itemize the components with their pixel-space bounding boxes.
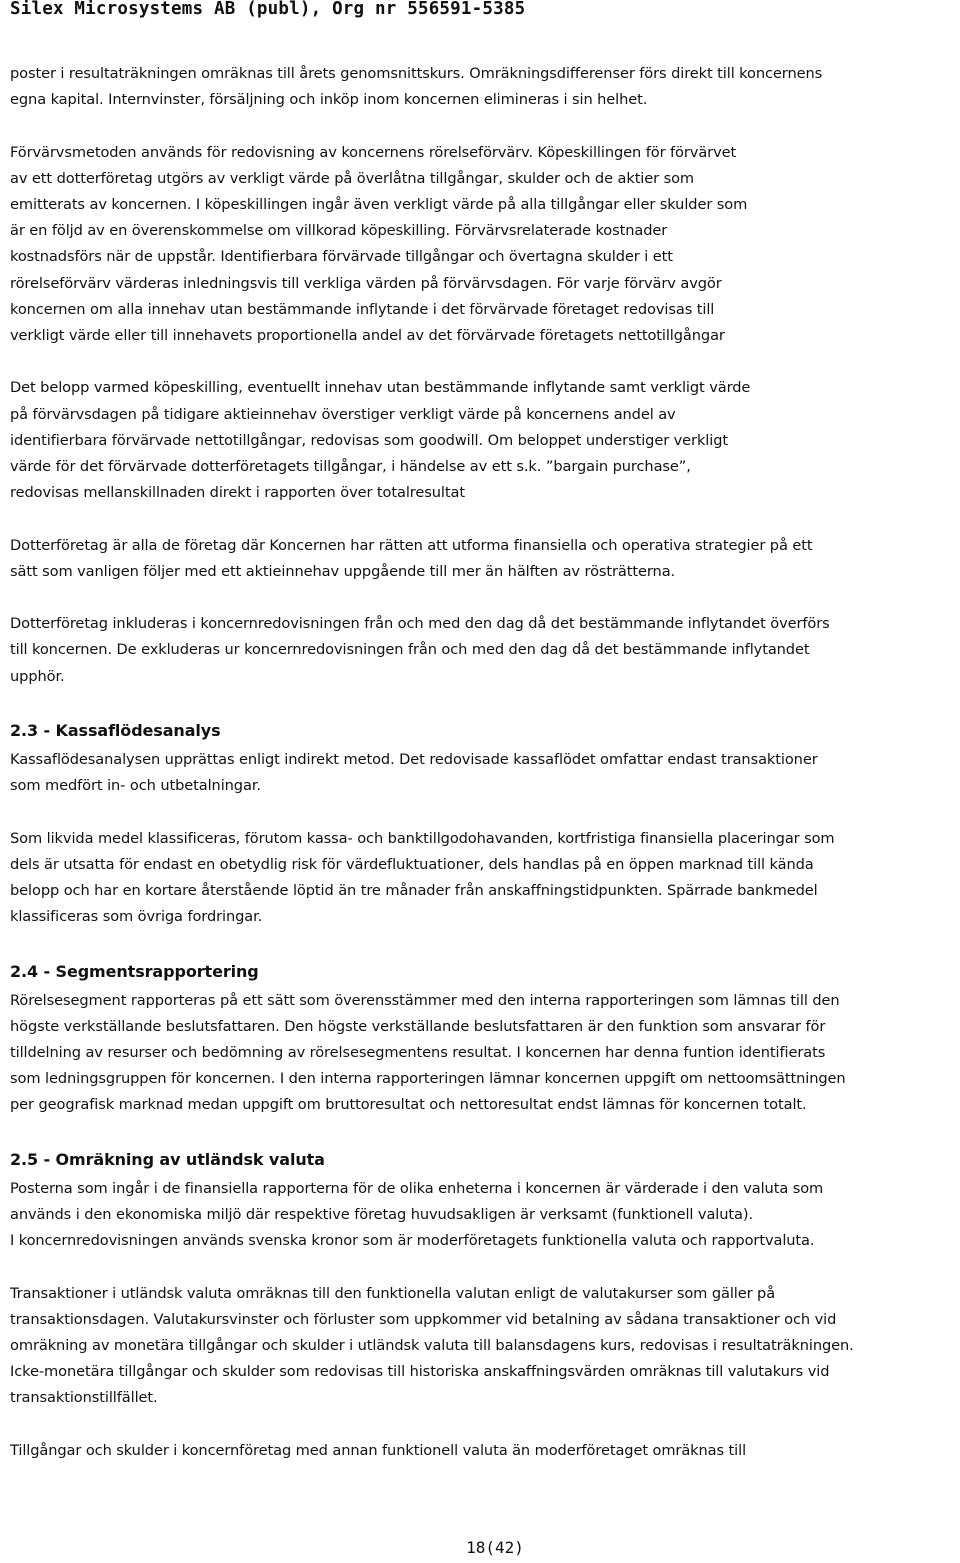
text-line: Tillgångar och skulder i koncernföretag med annan funktionell valuta än moderföretaget omräknas till [10,1441,747,1459]
text-line: värde för det förvärvade dotterföretagets tillgångar, i händelse av ett s.k. ”bargain purchase”, [10,458,691,476]
paragraph [10,1438,955,1464]
text-line: är en följd av en överenskommelse om villkorad köpeskilling. Förvärvsrelaterade kostnader [10,222,668,240]
paragraph [10,988,955,1119]
document-body [10,61,955,1464]
text-line: Dotterföretag inkluderas i koncernredovisningen från och med den dag då det bestämmande inflytandet överförs [10,615,830,633]
text-line: som medfört in- och utbetalningar. [10,777,261,795]
paragraph [10,375,955,506]
paragraph [10,1176,955,1255]
paragraph [10,140,955,350]
text-line: I koncernredovisningen används svenska kronor som är moderföretagets funktionella valuta och rapportvaluta. [10,1232,815,1250]
text-line: som ledningsgruppen för koncernen. I den interna rapporteringen lämnar koncernen uppgift om nettoomsättningen [10,1070,846,1088]
text-line: klassificeras som övriga fordringar. [10,908,263,926]
text-line: Posterna som ingår i de finansiella rapporterna för de olika enheterna i koncernen är värderade i den valuta som [10,1179,824,1197]
text-line: transaktionstillfället. [10,1389,158,1407]
text-line: rörelseförvärv värderas inledningsvis till verkliga värden på förvärvsdagen. För varje förvärv avgör [10,274,722,292]
paragraph [10,61,955,113]
text-line: sätt som vanligen följer med ett aktieinnehav uppgående till mer än hälften av rösträtterna. [10,562,676,580]
text-line: poster i resultaträkningen omräknas till årets genomsnittskurs. Omräkningsdifferenser förs direkt till koncernens [10,65,823,82]
text-line: omräkning av monetära tillgångar och skulder i utländsk valuta till balansdagens kurs, redovisas i resultaträkningen. [10,1337,854,1354]
paragraph [10,533,955,585]
text-line: Som likvida medel klassificeras, förutom kassa- och banktillgodohavanden, kortfristiga finansiella placeringar som [10,829,835,847]
text-line: används i den ekonomiska miljö där respektive företag huvudsakligen är verksamt (funktionell valuta). [10,1206,753,1223]
page-header: Silex Microsystems AB (publ), Org nr 556591-5385 [10,0,526,19]
paragraph [10,826,955,931]
text-line: Rörelsesegment rapporteras på ett sätt som överensstämmer med den interna rapporteringen som lämnas till den [10,991,840,1009]
text-line: belopp och har en kortare återstående löptid än tre månader från anskaffningstidpunkten. Spärrade bankmedel [10,882,818,899]
section-heading: 2.5 - Omräkning av utländsk valuta [10,1149,325,1169]
section-heading: 2.3 - Kassaflödesanalys [10,721,221,740]
section-heading: 2.4 - Segmentsrapportering [10,961,259,981]
text-line: egna kapital. Internvinster, försäljning och inköp inom koncernen elimineras i sin helhet. [10,91,648,109]
text-line: transaktionsdagen. Valutakursvinster och förluster som uppkommer vid betalning av sådana transaktioner och vid [10,1310,837,1328]
text-line: till koncernen. De exkluderas ur koncernredovisningen från och med den dag då det bestämmande inflytandet [10,641,810,659]
paragraph [10,1281,955,1412]
text-line: kostnadsförs när de uppstår. Identifierbara förvärvade tillgångar och övertagna skulder i ett [10,248,673,266]
text-line: per geografisk marknad medan uppgift om bruttoresultat och nettoresultat endst lämnas för koncernen totalt. [10,1096,807,1114]
text-line: Dotterföretag är alla de företag där Koncernen har rätten att utforma finansiella och operativa strategier på ett [10,536,813,554]
text-line: verkligt värde eller till innehavets proportionella andel av det förvärvade företagets nettotillgångar [10,327,725,345]
text-line: av ett dotterföretag utgörs av verkligt värde på överlåtna tillgångar, skulder och de aktier som [10,169,695,187]
text-line: Det belopp varmed köpeskilling, eventuellt innehav utan bestämmande inflytande samt verkligt värde [10,379,751,397]
text-line: dels är utsatta för endast en obetydlig risk för värdefluktuationer, dels handlas på en öppen marknad till kända [10,855,814,873]
text-line: Kassaflödesanalysen upprättas enligt indirekt metod. Det redovisade kassaflödet omfattar endast transaktioner [10,751,818,768]
text-line: upphör. [10,667,65,685]
text-line: identifierbara förvärvade nettotillgångar, redovisas som goodwill. Om beloppet understiger verkligt [10,431,728,449]
text-line: Transaktioner i utländsk valuta omräknas till den funktionella valutan enligt de valutakurser som gäller på [10,1284,776,1302]
text-line: emitterats av koncernen. I köpeskillingen ingår även verkligt värde på alla tillgångar eller skulder som [10,196,748,213]
text-line: på förvärvsdagen på tidigare aktieinnehav överstiger verkligt värde på koncernens andel av [10,405,676,423]
text-line: tilldelning av resurser och bedömning av rörelsesegmentens resultat. I koncernen har denna funtion identifierats [10,1044,826,1061]
text-line: Förvärvsmetoden används för redovisning av koncernens rörelseförvärv. Köpeskillingen för förvärvet [10,143,737,161]
text-line: Icke-monetära tillgångar och skulder som redovisas till historiska anskaffningsvärden omräknas till valutakurs vid [10,1363,830,1381]
text-line: redovisas mellanskillnaden direkt i rapporten över totalresultat [10,484,465,502]
paragraph [10,611,955,690]
text-line: högste verkställande beslutsfattaren. Den högste verkställande beslutsfattaren är den funktion som ansvarar för [10,1017,826,1035]
page-number: 18(42) [466,1538,524,1557]
paragraph [10,747,955,799]
text-line: koncernen om alla innehav utan bestämmande inflytande i det förvärvade företaget redovisas till [10,300,715,318]
